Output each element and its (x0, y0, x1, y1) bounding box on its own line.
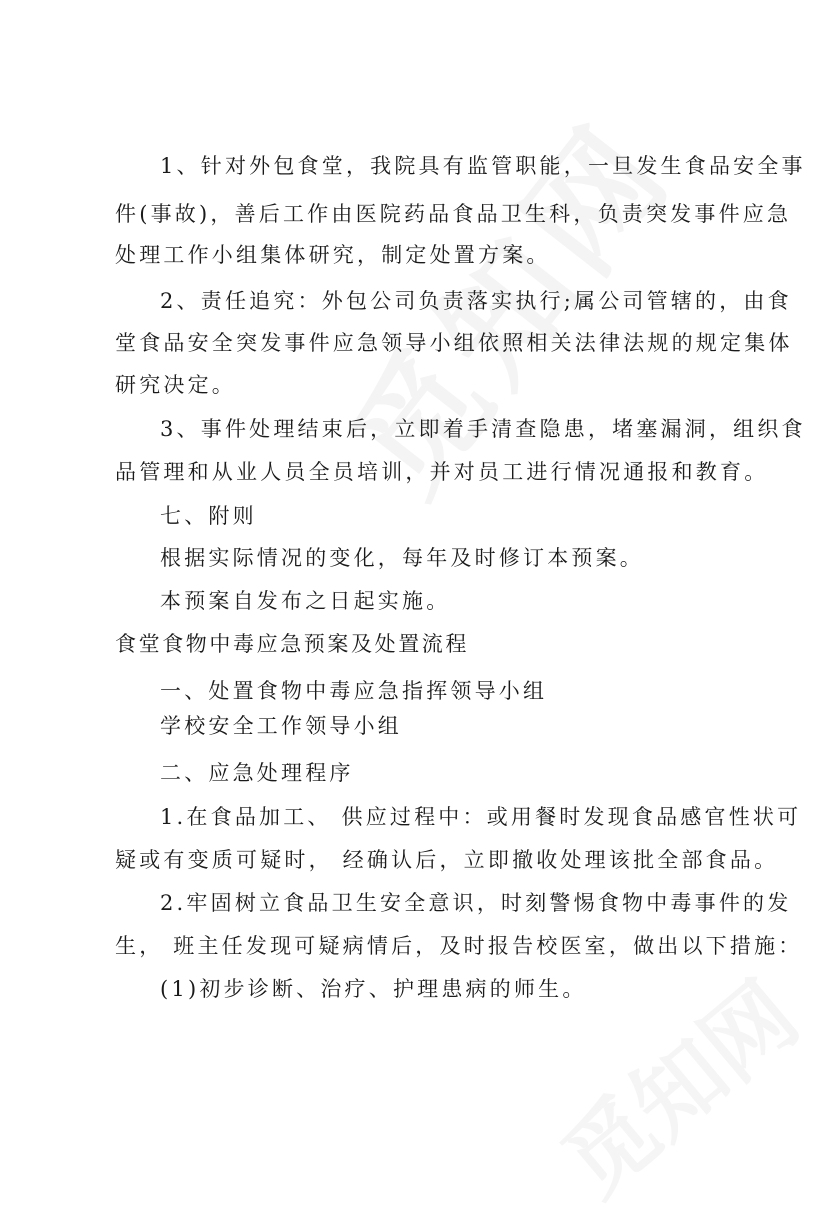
paragraph-line: 2、责任追究：外包公司负责落实执行;属公司管辖的，由食 (160, 289, 792, 313)
section-heading: 二、应急处理程序 (160, 761, 354, 785)
paragraph-line: (1)初步诊断、治疗、护理患病的师生。 (160, 977, 587, 1001)
section-heading: 一、处置食物中毒应急指挥领导小组 (160, 679, 548, 703)
paragraph-line: 生， 班主任发现可疑病情后，及时报告校医室，做出以下措施： (115, 934, 803, 958)
section-heading: 七、附则 (160, 504, 257, 528)
paragraph-line: 研究决定。 (115, 373, 236, 397)
document-title: 食堂食物中毒应急预案及处置流程 (115, 632, 469, 656)
paragraph-line: 根据实际情况的变化，每年及时修订本预案。 (160, 546, 644, 570)
paragraph-line: 2.牢固树立食品卫生安全意识，时刻警惕食物中毒事件的发 (160, 891, 792, 915)
paragraph-line: 1.在食品加工、 供应过程中：或用餐时发现食品感官性状可 (160, 805, 802, 829)
paragraph-line: 疑或有变质可疑时， 经确认后，立即撤收处理该批全部食品。 (115, 848, 779, 872)
paragraph-line: 堂食品安全突发事件应急领导小组依照相关法律法规的规定集体 (115, 331, 793, 355)
paragraph-line: 品管理和从业人员全员培训，并对员工进行情况通报和教育。 (115, 460, 769, 484)
paragraph-line: 处理工作小组集体研究，制定处置方案。 (115, 243, 551, 267)
paragraph-line: 3、事件处理结束后，立即着手清查隐患，堵塞漏洞，组织食 (160, 417, 806, 441)
paragraph-line: 本预案自发布之日起实施。 (160, 589, 451, 613)
paragraph-line: 件(事故)，善后工作由医院药品食品卫生科，负责突发事件应急 (115, 202, 792, 226)
paragraph-line: 学校安全工作领导小组 (160, 714, 402, 738)
paragraph-line: 1、针对外包食堂，我院具有监管职能，一旦发生食品安全事 (160, 154, 806, 178)
